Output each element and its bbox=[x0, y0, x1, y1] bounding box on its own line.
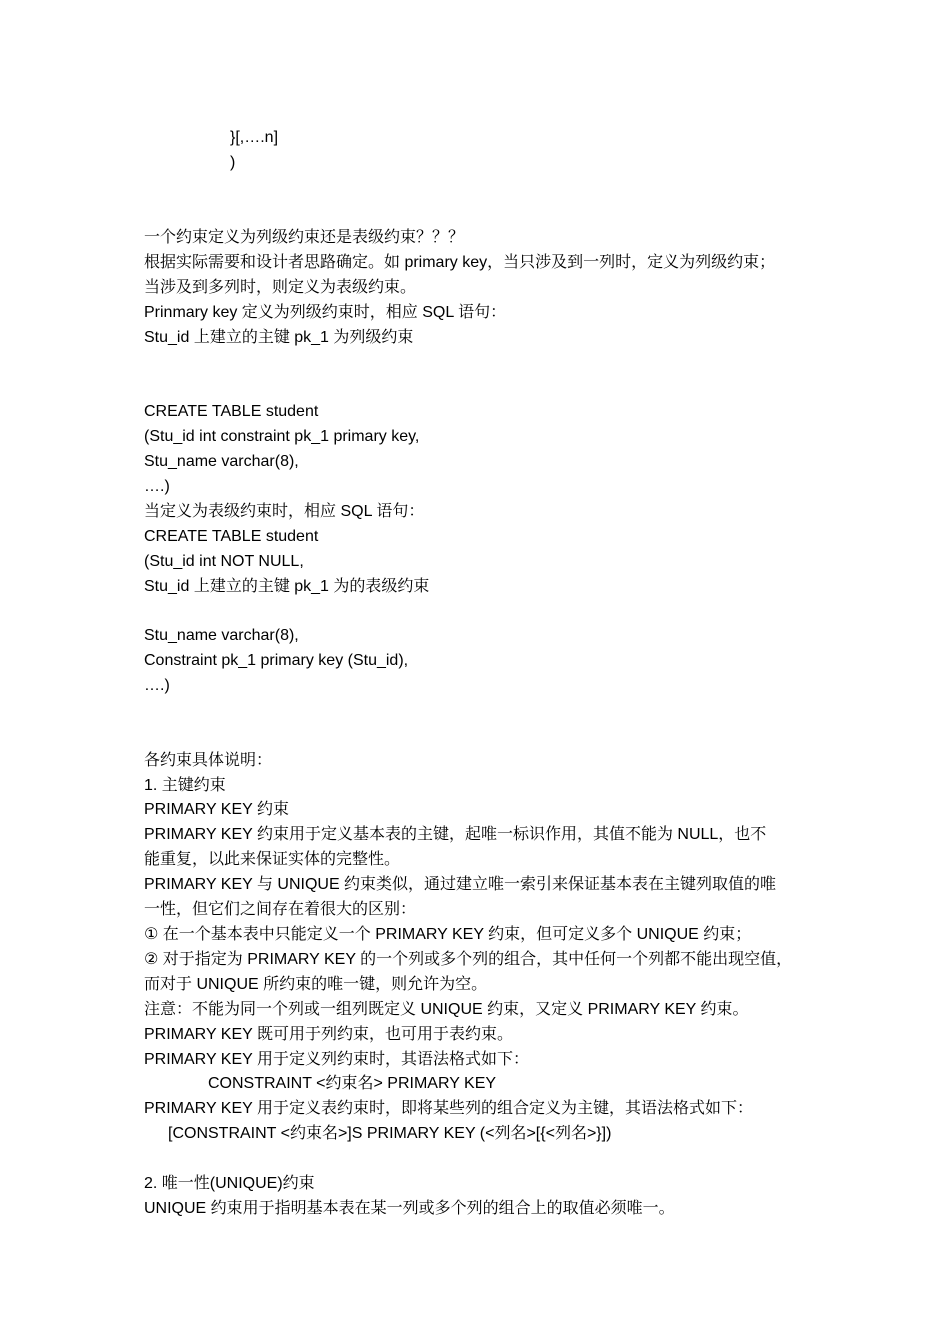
paragraph-line: 一性，但它们之间存在着很大的区别： bbox=[144, 901, 417, 918]
code-line: Constraint pk_1 primary key (Stu_id), bbox=[144, 652, 409, 669]
code-line: CREATE TABLE student bbox=[144, 528, 319, 545]
paragraph-line: PRIMARY KEY 用于定义表约束时，即将某些列的组合定义为主键，其语法格式如下： bbox=[144, 1100, 753, 1117]
code-line: CREATE TABLE student bbox=[144, 403, 319, 420]
section-heading: 各约束具体说明： bbox=[144, 752, 273, 769]
code-line: ….) bbox=[144, 478, 170, 495]
paragraph-line: 当定义为表级约束时，相应 SQL 语句： bbox=[144, 503, 425, 520]
paragraph-line: UNIQUE 约束用于指明基本表在某一列或多个列的组合上的取值必须唯一。 bbox=[144, 1200, 675, 1217]
paragraph-line: PRIMARY KEY 与 UNIQUE 约束类似，通过建立唯一索引来保证基本表在主键列取值的唯 bbox=[144, 876, 777, 893]
paragraph-line: Prinmary key 定义为列级约束时，相应 SQL 语句： bbox=[144, 304, 507, 321]
code-line: (Stu_id int constraint pk_1 primary key, bbox=[144, 428, 420, 445]
code-line: (Stu_id int NOT NULL, bbox=[144, 553, 304, 570]
paragraph-line: Stu_id 上建立的主键 pk_1 为的表级约束 bbox=[144, 578, 430, 595]
syntax-line: [CONSTRAINT <约束名>]S PRIMARY KEY (<列名>[{<列名>}]) bbox=[168, 1125, 612, 1142]
paragraph-line: 而对于 UNIQUE 所约束的唯一键，则允许为空。 bbox=[144, 976, 488, 993]
subsection-heading: 2. 唯一性(UNIQUE)约束 bbox=[144, 1175, 315, 1192]
paragraph-line: PRIMARY KEY 既可用于列约束，也可用于表约束。 bbox=[144, 1026, 513, 1043]
code-line: Stu_name varchar(8), bbox=[144, 453, 299, 470]
paragraph-line: PRIMARY KEY 约束 bbox=[144, 801, 289, 818]
question-heading: 一个约束定义为列级约束还是表级约束？？？ bbox=[144, 229, 465, 246]
syntax-continuation-line: }[,….n] bbox=[230, 129, 279, 146]
subsection-heading: 1. 主键约束 bbox=[144, 777, 226, 794]
paragraph-line: Stu_id 上建立的主键 pk_1 为列级约束 bbox=[144, 329, 414, 346]
paragraph-line: 能重复，以此来保证实体的完整性。 bbox=[144, 851, 401, 868]
syntax-closing-paren: ) bbox=[230, 154, 236, 171]
code-line: ….) bbox=[144, 677, 170, 694]
syntax-line: CONSTRAINT <约束名> PRIMARY KEY bbox=[208, 1075, 497, 1092]
paragraph-line: 根据实际需要和设计者思路确定。如 primary key，当只涉及到一列时，定义为列级约束； bbox=[144, 254, 776, 271]
paragraph-line: PRIMARY KEY 约束用于定义基本表的主键，起唯一标识作用，其值不能为 NULL，也不 bbox=[144, 826, 767, 843]
note-line: 注意：不能为同一个列或一组列既定义 UNIQUE 约束，又定义 PRIMARY KEY 约束。 bbox=[144, 1001, 749, 1018]
paragraph-line: 当涉及到多列时，则定义为表级约束。 bbox=[144, 279, 417, 296]
paragraph-line: PRIMARY KEY 用于定义列约束时，其语法格式如下： bbox=[144, 1051, 529, 1068]
list-item: ① 在一个基本表中只能定义一个 PRIMARY KEY 约束，但可定义多个 UNIQUE 约束； bbox=[144, 926, 752, 943]
code-line: Stu_name varchar(8), bbox=[144, 627, 299, 644]
list-item: ② 对于指定为 PRIMARY KEY 的一个列或多个列的组合，其中任何一个列都不能出现空值， bbox=[144, 951, 793, 968]
